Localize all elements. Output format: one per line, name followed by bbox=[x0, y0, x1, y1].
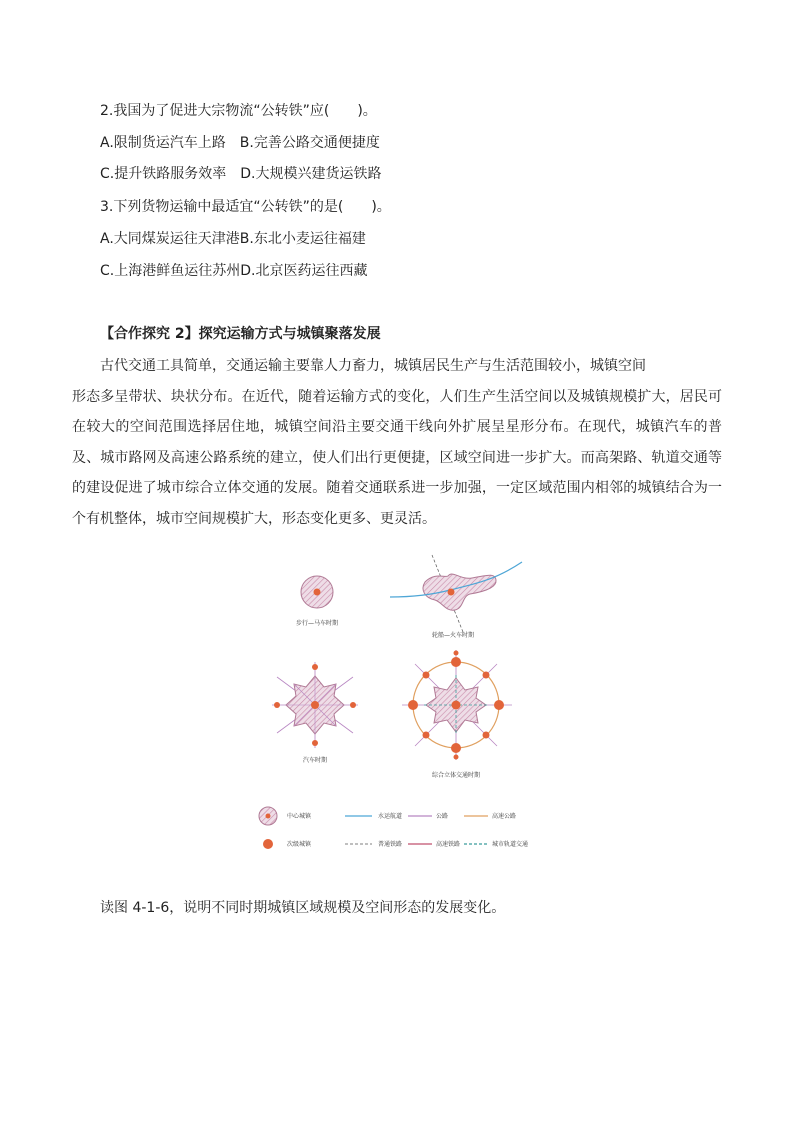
legend-metro: 城市轨道交通 bbox=[492, 841, 529, 848]
secondary-town-dot bbox=[483, 732, 490, 739]
legend-waterway: 水运航道 bbox=[378, 813, 403, 820]
panel-car-label: 汽车时期 bbox=[302, 757, 328, 764]
panel-walk bbox=[296, 576, 338, 627]
secondary-town-dot bbox=[312, 664, 318, 670]
section-heading: 【合作探究 2】探究运输方式与城镇聚落发展 bbox=[100, 326, 381, 342]
secondary-town-dot bbox=[448, 589, 455, 596]
secondary-town-dot bbox=[423, 732, 430, 739]
legend-rail: 普通铁路 bbox=[378, 841, 403, 848]
secondary-town-dot bbox=[314, 589, 321, 596]
secondary-town-dot bbox=[483, 672, 490, 679]
center-town-dot bbox=[452, 701, 461, 710]
legend-secondary-town-icon bbox=[263, 839, 273, 849]
legend-center-town: 中心城镇 bbox=[287, 813, 312, 820]
secondary-town-dot bbox=[451, 657, 461, 667]
legend-secondary-town: 次级城镇 bbox=[287, 841, 312, 848]
panel-ship-label: 轮船—火车时期 bbox=[431, 632, 475, 639]
legend bbox=[259, 807, 528, 849]
q2-options-ab: A.限制货运汽车上路 B.完善公路交通便捷度 bbox=[100, 135, 380, 151]
urban-transport-figure bbox=[250, 550, 540, 855]
secondary-town-dot bbox=[454, 651, 459, 656]
q2-options-cd: C.提升铁路服务效率 D.大规模兴建货运铁路 bbox=[100, 166, 382, 182]
legend-expressway: 高速公路 bbox=[492, 813, 517, 820]
section-paragraph bbox=[72, 351, 722, 534]
paragraph-first-line: 古代交通工具简单，交通运输主要靠人力畜力，城镇居民生产与生活范围较小，城镇空间 bbox=[100, 358, 646, 374]
town-shape-star bbox=[423, 574, 496, 610]
question-prompt: 读图 4-1-6，说明不同时期城镇区域规模及空间形态的发展变化。 bbox=[100, 900, 506, 916]
q3-options-ab: A.大同煤炭运往天津港B.东北小麦运往福建 bbox=[100, 231, 366, 247]
secondary-town-dot bbox=[451, 743, 461, 753]
center-town-dot bbox=[311, 701, 319, 709]
panel-walk-label: 步行—马车时期 bbox=[295, 620, 339, 627]
panel-car bbox=[272, 662, 358, 764]
panel-integrated-label: 综合立体交通时期 bbox=[431, 772, 481, 779]
panel-ship bbox=[390, 555, 522, 639]
panel-integrated bbox=[402, 650, 512, 779]
q3-stem: 3.下列货物运输中最适宜“公转铁”的是( )。 bbox=[100, 199, 391, 215]
paragraph-body: 形态多呈带状、块状分布。在近代，随着运输方式的变化，人们生产生活空间以及城镇规模扩大，居民可在较大的空间范围选择居住地，城镇空间沿主要交通干线向外扩展呈星形分布。在现代，城镇汽车的普及、城市路网及高速公路系统的建立，使人们出行更便捷，区域空间进一步扩大。而高架路、轨道交通等的建设促进了城市综合立体交通的发展。随着交通联系进一步加强，一定区域范围内相邻的城镇结合为一个有机整体，城市空间规模扩大，形态变化更多、更灵活。 bbox=[72, 388, 722, 527]
secondary-town-dot bbox=[454, 755, 459, 760]
legend-highway: 公路 bbox=[436, 813, 449, 820]
secondary-town-dot bbox=[423, 672, 430, 679]
secondary-town-dot bbox=[274, 702, 280, 708]
secondary-town-dot bbox=[408, 700, 418, 710]
legend-hsr: 高速铁路 bbox=[436, 841, 461, 848]
secondary-town-dot bbox=[350, 702, 356, 708]
q2-stem: 2.我国为了促进大宗物流“公转铁”应( )。 bbox=[100, 103, 377, 119]
q3-options-cd: C.上海港鲜鱼运往苏州D.北京医药运往西藏 bbox=[100, 263, 368, 279]
secondary-town-dot bbox=[312, 740, 318, 746]
secondary-town-dot bbox=[494, 700, 504, 710]
